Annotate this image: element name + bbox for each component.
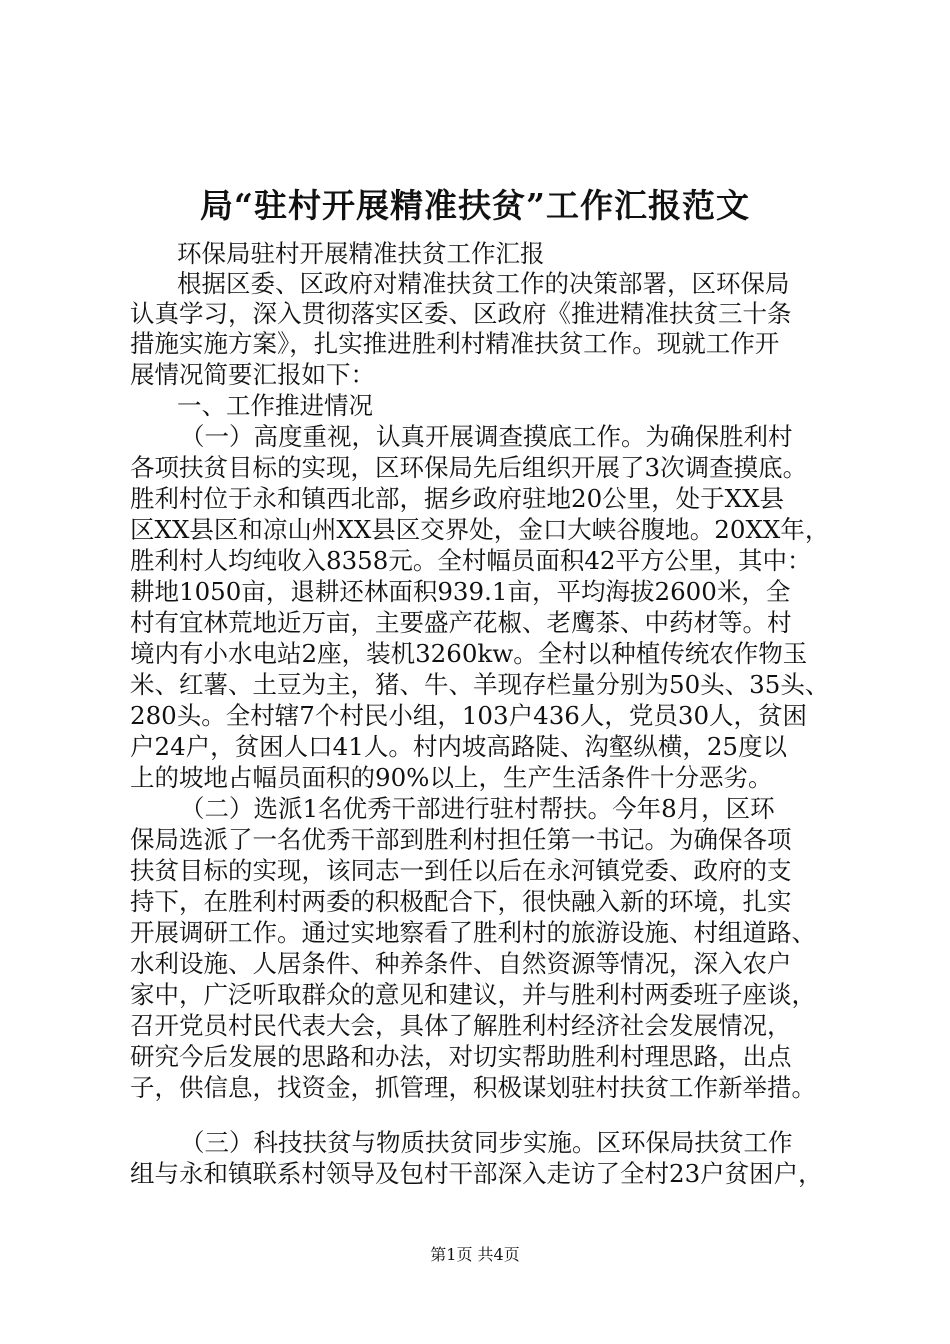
text-line: 上的坡地占幅员面积的90%以上，生产生活条件十分恶劣。 xyxy=(130,763,773,792)
text-line: 子，供信息，找资金，抓管理，积极谋划驻村扶贫工作新举措。 xyxy=(130,1073,816,1102)
document-title: 局“驻村开展精准扶贫”工作汇报范文 xyxy=(200,186,750,225)
text-line: 区XX县区和凉山州XX县区交界处，金口大峡谷腹地。20XX年， xyxy=(130,515,830,544)
text-line: （二）选派1名优秀干部进行驻村帮扶。今年8月，区环 xyxy=(180,794,775,823)
subtitle-line: 环保局驻村开展精准扶贫工作汇报 xyxy=(177,239,545,268)
section-heading: 一、工作推进情况 xyxy=(177,391,373,420)
text-line: 村有宜林荒地近万亩，主要盛产花椒、老鹰茶、中药材等。村 xyxy=(130,608,792,637)
text-line: 开展调研工作。通过实地察看了胜利村的旅游设施、村组道路、 xyxy=(130,918,816,947)
text-line: 认真学习，深入贯彻落实区委、区政府《推进精准扶贫三十条 xyxy=(130,299,792,328)
text-line: 召开党员村民代表大会，具体了解胜利村经济社会发展情况， xyxy=(130,1011,792,1040)
text-line: 胜利村人均纯收入8358元。全村幅员面积42平方公里，其中： xyxy=(130,546,812,575)
text-line: 耕地1050亩，退耕还林面积939.1亩，平均海拔2600米，全 xyxy=(130,577,791,606)
text-line: 组与永和镇联系村领导及包村干部深入走访了全村23户贫困户， xyxy=(130,1159,823,1188)
text-line: （三）科技扶贫与物质扶贫同步实施。区环保局扶贫工作 xyxy=(180,1128,793,1157)
text-line: 户24户，贫困人口41人。村内坡高路陡、沟壑纵横，25度以 xyxy=(130,732,788,761)
text-line: 各项扶贫目标的实现，区环保局先后组织开展了3次调查摸底。 xyxy=(130,453,808,482)
text-line: 持下，在胜利村两委的积极配合下，很快融入新的环境，扎实 xyxy=(130,887,792,916)
text-line: 水利设施、人居条件、种养条件、自然资源等情况，深入农户 xyxy=(130,949,792,978)
text-line: 措施实施方案》，扎实推进胜利村精准扶贫工作。现就工作开 xyxy=(130,329,780,358)
text-line: 米、红薯、土豆为主，猪、牛、羊现存栏量分别为50头、35头、 xyxy=(130,670,830,699)
text-line: 家中，广泛听取群众的意见和建议，并与胜利村两委班子座谈， xyxy=(130,980,816,1009)
page-footer: 第1页 共4页 xyxy=(430,1245,520,1264)
text-line: 280头。全村辖7个村民小组，103户436人，党员30人，贫困 xyxy=(130,701,808,730)
text-line: 胜利村位于永和镇西北部，据乡政府驻地20公里，处于XX县 xyxy=(130,484,785,513)
text-line: 保局选派了一名优秀干部到胜利村担任第一书记。为确保各项 xyxy=(130,825,792,854)
text-line: 研究今后发展的思路和办法，对切实帮助胜利村理思路，出点 xyxy=(130,1042,792,1071)
text-line: 扶贫目标的实现，该同志一到任以后在永河镇党委、政府的支 xyxy=(130,856,792,885)
text-line: 根据区委、区政府对精准扶贫工作的决策部署，区环保局 xyxy=(177,269,790,298)
text-line: 境内有小水电站2座，装机3260kw。全村以种植传统农作物玉 xyxy=(130,639,808,668)
text-line: 展情况简要汇报如下： xyxy=(130,360,375,389)
text-line: （一）高度重视，认真开展调查摸底工作。为确保胜利村 xyxy=(180,422,793,451)
